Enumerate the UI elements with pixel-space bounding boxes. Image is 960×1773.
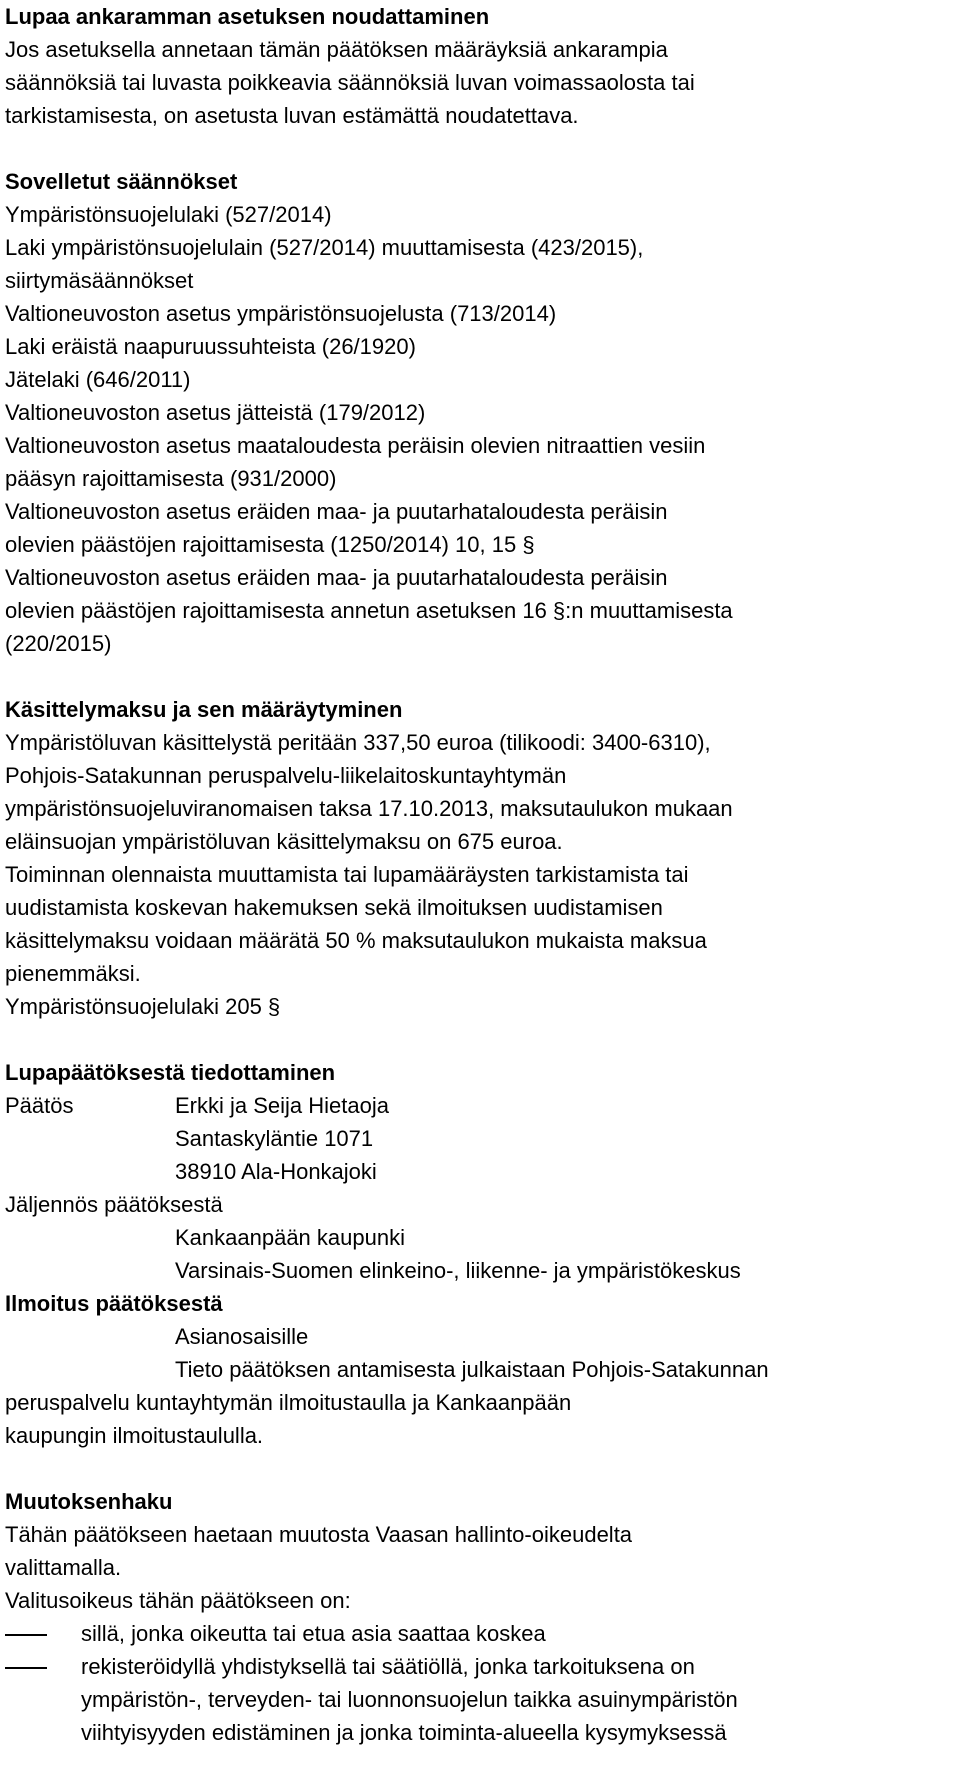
- copy-recipient: Kankaanpään kaupunki: [175, 1225, 405, 1250]
- list-item-text: ympäristön-, terveyden- tai luonnonsuojelun taikka asuinympäristön: [81, 1687, 738, 1712]
- section-processing-fee: [5, 693, 960, 1023]
- text-line: Laki ympäristönsuojelulain (527/2014) muuttamisesta (423/2015),: [5, 235, 644, 260]
- text-line: Pohjois-Satakunnan peruspalvelu-liikelaitoskuntayhtymän: [5, 763, 567, 788]
- spacer: [5, 1023, 960, 1056]
- list-item-text: sillä, jonka oikeutta tai etua asia saattaa koskea: [81, 1621, 546, 1646]
- text-line: Valtioneuvoston asetus eräiden maa- ja puutarhataloudesta peräisin: [5, 565, 668, 590]
- section-decision-notification: [5, 1056, 960, 1452]
- text-line: Valtioneuvoston asetus maataloudesta peräisin olevien nitraattien vesiin: [5, 433, 706, 458]
- spacer: [5, 132, 960, 165]
- text-line: Jätelaki (646/2011): [5, 367, 191, 392]
- text-line: uudistamista koskevan hakemuksen sekä ilmoituksen uudistamisen: [5, 895, 663, 920]
- text-line: säännöksiä tai luvasta poikkeavia säännöksiä luvan voimassaolosta tai: [5, 70, 695, 95]
- decision-label: Päätös: [5, 1093, 74, 1118]
- notification-text: Tieto päätöksen antamisesta julkaistaan Pohjois-Satakunnan: [175, 1357, 769, 1382]
- text-line: Laki eräistä naapuruussuhteista (26/1920): [5, 334, 416, 359]
- list-item: [5, 1617, 960, 1650]
- recipient-postcode: 38910 Ala-Honkajoki: [175, 1159, 377, 1184]
- spacer: [5, 1452, 960, 1485]
- section-heading: Käsittelymaksu ja sen määräytyminen: [5, 697, 403, 722]
- dash-bullet-icon: [5, 1650, 81, 1683]
- list-item: [5, 1650, 960, 1683]
- recipient-address: Santaskyläntie 1071: [175, 1126, 374, 1151]
- text-line: siirtymäsäännökset: [5, 268, 194, 293]
- text-line: Valitusoikeus tähän päätökseen on:: [5, 1588, 351, 1613]
- text-line: Valtioneuvoston asetus ympäristönsuojelusta (713/2014): [5, 301, 557, 326]
- text-line: Valtioneuvoston asetus jätteistä (179/2012): [5, 400, 426, 425]
- text-line: olevien päästöjen rajoittamisesta (1250/2014) 10, 15 §: [5, 532, 535, 557]
- dash-bullet-icon: [5, 1617, 81, 1650]
- list-item-text: viihtyisyyden edistäminen ja jonka toiminta-alueella kysymyksessä: [81, 1720, 727, 1745]
- decision-recipient-row: [5, 1089, 960, 1122]
- text-line: pienemmäksi.: [5, 961, 141, 986]
- text-line: olevien päästöjen rajoittamisesta annetun asetuksen 16 §:n muuttamisesta: [5, 598, 733, 623]
- notification-text: kaupungin ilmoitustaululla.: [5, 1423, 264, 1448]
- text-line: Jos asetuksella annetaan tämän päätöksen määräyksiä ankarampia: [5, 37, 668, 62]
- section-applied-regulations: [5, 165, 960, 660]
- text-line: Toiminnan olennaista muuttamista tai lupamääräysten tarkistamista tai: [5, 862, 689, 887]
- section-appeal: [5, 1485, 960, 1749]
- text-line: pääsyn rajoittamisesta (931/2000): [5, 466, 337, 491]
- text-line: Valtioneuvoston asetus eräiden maa- ja puutarhataloudesta peräisin: [5, 499, 668, 524]
- section-heading: Sovelletut säännökset: [5, 169, 238, 194]
- text-line: Ympäristönsuojelulaki (527/2014): [5, 202, 332, 227]
- section-heading: Lupaa ankaramman asetuksen noudattaminen: [5, 4, 490, 29]
- list-item-text: rekisteröidyllä yhdistyksellä tai säätiöllä, jonka tarkoituksena on: [81, 1654, 695, 1679]
- text-line: tarkistamisesta, on asetusta luvan estämättä noudatettava.: [5, 103, 579, 128]
- text-line: eläinsuojan ympäristöluvan käsittelymaksu on 675 euroa.: [5, 829, 563, 854]
- notification-recipient: Asianosaisille: [175, 1324, 309, 1349]
- notification-text: peruspalvelu kuntayhtymän ilmoitustaulla ja Kankaanpään: [5, 1390, 572, 1415]
- spacer: [5, 660, 960, 693]
- section-heading: Lupapäätöksestä tiedottaminen: [5, 1060, 336, 1085]
- notification-label: Ilmoitus päätöksestä: [5, 1291, 223, 1316]
- section-heading: Muutoksenhaku: [5, 1489, 173, 1514]
- text-line: ympäristönsuojeluviranomaisen taksa 17.10.2013, maksutaulukon mukaan: [5, 796, 733, 821]
- text-line: Ympäristönsuojelulaki 205 §: [5, 994, 281, 1019]
- section-stricter-regulation: [5, 0, 960, 132]
- text-line: (220/2015): [5, 631, 112, 656]
- text-line: käsittelymaksu voidaan määrätä 50 % maksutaulukon mukaista maksua: [5, 928, 707, 953]
- copy-label: Jäljennös päätöksestä: [5, 1192, 223, 1217]
- text-line: valittamalla.: [5, 1555, 122, 1580]
- text-line: Tähän päätökseen haetaan muutosta Vaasan hallinto-oikeudelta: [5, 1522, 633, 1547]
- text-line: Ympäristöluvan käsittelystä peritään 337,50 euroa (tilikoodi: 3400-6310),: [5, 730, 711, 755]
- recipient-name: Erkki ja Seija Hietaoja: [175, 1093, 389, 1118]
- copy-recipient: Varsinais-Suomen elinkeino-, liikenne- ja ympäristökeskus: [175, 1258, 741, 1283]
